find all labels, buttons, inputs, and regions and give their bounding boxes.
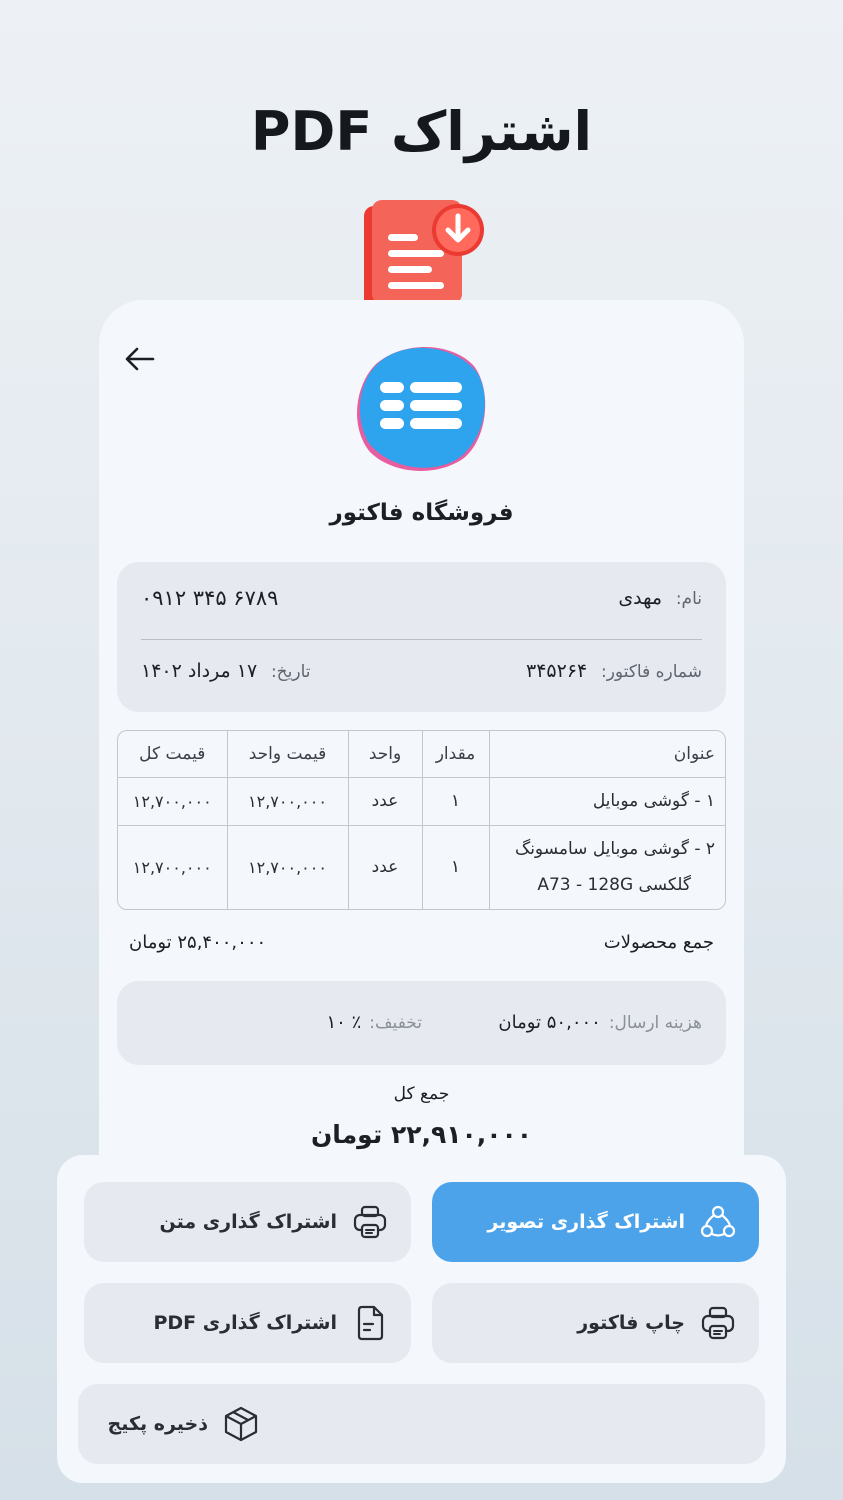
grand-total-value: ۲۲,۹۱۰,۰۰۰ تومان	[310, 1120, 533, 1149]
item-unit-price: ۱۲,۷۰۰,۰۰۰	[227, 825, 348, 909]
store-name: فروشگاه فاکتور	[329, 500, 514, 526]
subtotal-label: جمع محصولات	[603, 932, 714, 953]
discount	[327, 1012, 423, 1033]
invoice-number-value: ۳۴۵۲۶۴	[526, 660, 588, 682]
document-icon	[351, 1304, 389, 1342]
table-row	[118, 825, 725, 909]
column-header-qty: مقدار	[422, 731, 489, 777]
item-title	[489, 825, 725, 909]
invoice-number	[526, 660, 702, 682]
share-text-label: اشتراک گذاری متن	[159, 1211, 337, 1233]
name-label: نام:	[675, 589, 702, 609]
discount-label: تخفیف:	[369, 1012, 422, 1033]
column-header-unit: واحد	[348, 731, 422, 777]
share-pdf-label: اشتراک گذاری PDF	[153, 1312, 337, 1334]
package-box-icon	[222, 1405, 260, 1443]
print-invoice-label: چاپ فاکتور	[577, 1312, 685, 1334]
arrow-left-icon[interactable]	[123, 342, 157, 376]
phone-number: ۰۹۱۲ ۳۴۵ ۶۷۸۹	[141, 586, 279, 610]
column-header-total: قیمت کل	[118, 731, 227, 777]
share-actions-sheet	[57, 1155, 786, 1483]
item-qty: ۱	[422, 825, 489, 909]
customer-name	[618, 587, 702, 609]
fees-card	[117, 981, 726, 1065]
share-image-button[interactable]	[432, 1182, 759, 1262]
name-value: مهدی	[618, 587, 663, 609]
share-text-button[interactable]	[84, 1182, 411, 1262]
column-header-unit-price: قیمت واحد	[227, 731, 348, 777]
printer-icon	[699, 1304, 737, 1342]
discount-value: ٪ ۱۰	[326, 1012, 362, 1033]
subtotal-row	[129, 932, 714, 953]
item-title-line: ۲ - گوشی موبایل سامسونگ	[514, 839, 715, 860]
print-invoice-button[interactable]	[432, 1283, 759, 1363]
save-package-label: ذخیره پکیج	[107, 1413, 208, 1435]
invoice-number-label: شماره فاکتور:	[600, 662, 702, 682]
items-table	[117, 730, 726, 910]
item-title-line: گلکسی A73 - 128G	[537, 875, 691, 896]
shipping-fee	[498, 1012, 702, 1033]
item-unit: عدد	[348, 825, 422, 909]
item-qty: ۱	[422, 777, 489, 825]
shipping-value: ۵۰,۰۰۰ تومان	[498, 1012, 601, 1033]
table-header-row	[118, 731, 725, 777]
column-header-title: عنوان	[489, 731, 725, 777]
date-label: تاریخ:	[270, 662, 311, 682]
item-unit-price: ۱۲,۷۰۰,۰۰۰	[227, 777, 348, 825]
headline: اشتراک PDF	[250, 100, 593, 163]
store-logo	[356, 342, 488, 474]
subtotal-value: ۲۵,۴۰۰,۰۰۰ تومان	[129, 932, 267, 953]
grand-total-label: جمع کل	[393, 1084, 450, 1104]
item-title: ۱ - گوشی موبایل	[489, 777, 725, 825]
item-total: ۱۲,۷۰۰,۰۰۰	[118, 825, 227, 909]
share-nodes-icon	[699, 1203, 737, 1241]
item-total: ۱۲,۷۰۰,۰۰۰	[118, 777, 227, 825]
share-image-label: اشتراک گذاری تصویر	[487, 1211, 685, 1233]
date-value: ۱۷ مرداد ۱۴۰۲	[141, 660, 258, 682]
share-pdf-button[interactable]	[84, 1283, 411, 1363]
table-row	[118, 777, 725, 825]
save-package-button[interactable]	[78, 1384, 765, 1464]
invoice-date	[141, 660, 311, 682]
divider	[141, 639, 702, 640]
item-unit: عدد	[348, 777, 422, 825]
shipping-label: هزینه ارسال:	[608, 1012, 702, 1033]
pdf-document-illustration	[358, 200, 488, 300]
text-printer-icon	[351, 1203, 389, 1241]
invoice-preview	[99, 300, 744, 1180]
customer-info-card	[117, 562, 726, 712]
